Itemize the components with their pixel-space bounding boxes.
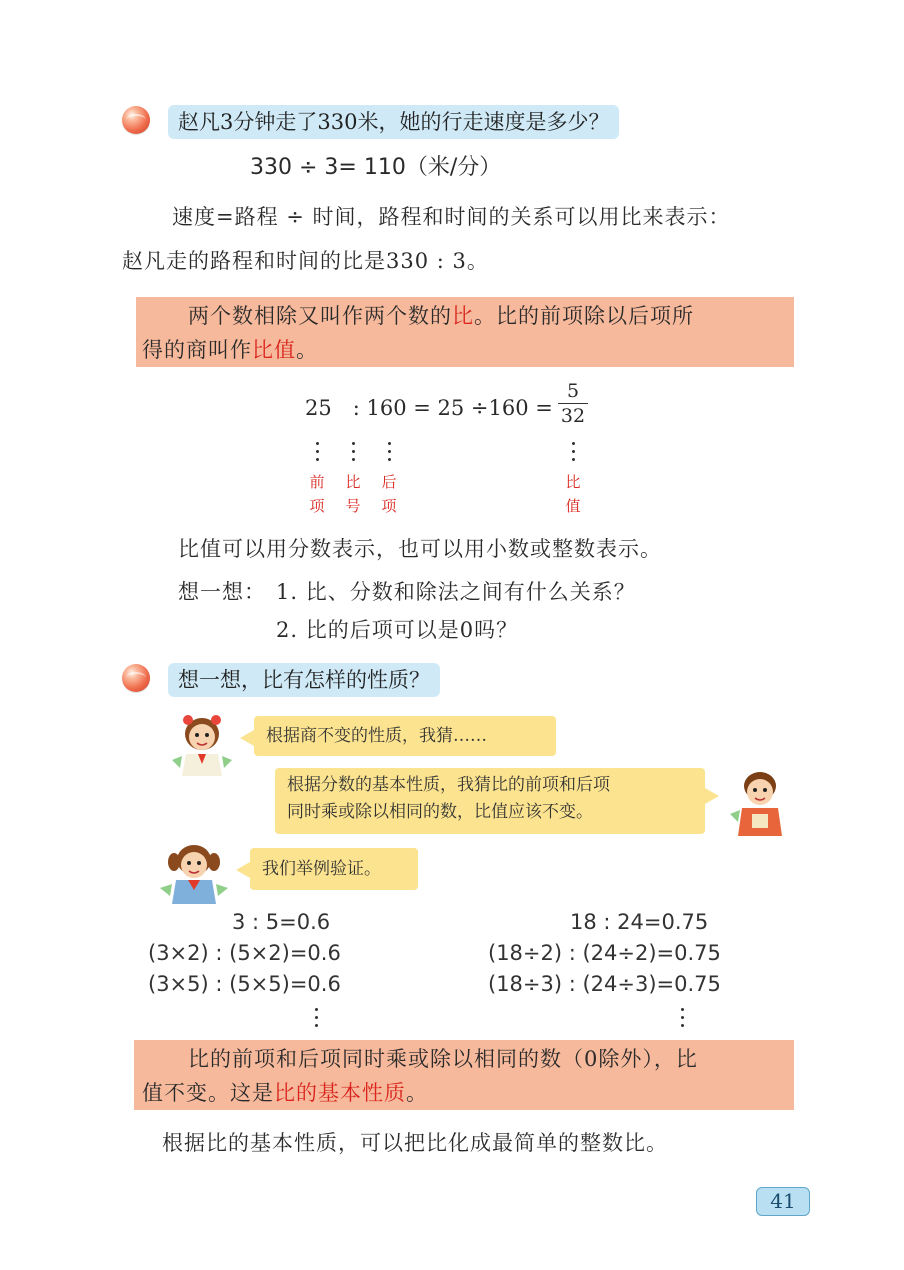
definition-term-ratio: 比 [452,304,474,328]
ratio-value-note: 比值可以用分数表示，也可以用小数或整数表示。 [178,537,662,561]
verify-left-row: (3×5) : (5×5)=0.6 [148,972,341,996]
label-back-term: 后项 [381,473,397,515]
ratio-sign-dots [350,442,356,466]
question-label-speed: 赵凡3分钟走了330米，她的行走速度是多少？ [168,105,619,139]
ratio-intro-line2: 赵凡走的路程和时间的比是330 : 3。 [122,249,489,273]
verify-left-row: (3×2) : (5×2)=0.6 [148,941,341,965]
speed-equation: 330 ÷ 3= 110（米/分） [250,155,502,180]
ratio-definition-box [136,297,794,367]
fraction-denominator: 32 [560,405,586,427]
label-ratio-value: 比值 [565,473,581,515]
definition-text-d: 。 [296,338,318,362]
section-bullet-icon [122,664,150,692]
ratio-value-dots [570,442,576,466]
label-ratio-sign: 比号 [345,473,361,515]
closing-sentence: 根据比的基本性质，可以把比化成最简单的整数比。 [162,1131,668,1155]
think-question-1: 1. 比、分数和除法之间有什么关系？ [276,580,636,604]
definition-text-b: 。比的前项除以后项所 [474,304,694,328]
back-term-dots [386,442,392,466]
verify-right-dots [679,1008,685,1032]
verify-right-row: (18÷3) : (24÷3)=0.75 [488,972,721,996]
verify-left-dots [313,1008,319,1032]
property-text-c: 。 [406,1081,428,1105]
think-question-2: 2. 比的后项可以是0吗？ [276,618,519,642]
speech-bubble-verify: 我们举例验证。 [250,848,418,890]
question-label-property: 想一想，比有怎样的性质？ [168,663,440,697]
speech-bubble-fraction-property [275,768,705,834]
basic-property-box [134,1040,794,1110]
ratio-intro-line1: 速度=路程 ÷ 时间，路程和时间的关系可以用比来表示： [172,205,731,229]
definition-term-ratio-value: 比值 [252,338,296,362]
ratio-example-fraction [558,380,588,427]
section-bullet-icon [122,106,150,134]
ratio-example-expression: 25 : 160 = 25 ÷160 = [305,396,553,420]
girl-with-pigtails-icon [156,838,232,906]
think-label: 想一想： [178,580,266,604]
label-front-term: 前项 [309,473,325,515]
property-term-basic: 比的基本性质 [274,1081,406,1105]
speech-bubble-quotient: 根据商不变的性质，我猜…… [254,716,556,756]
definition-text-c: 得的商叫作 [142,338,252,362]
page-number: 41 [756,1187,810,1216]
bubble2-line1: 根据分数的基本性质，我猜比的前项和后项 [287,775,610,795]
property-text-b: 值不变。这是 [142,1081,274,1105]
front-term-dots [314,442,320,466]
bubble2-line2: 同时乘或除以相同的数，比值应该不变。 [287,802,593,822]
verify-right-row: 18 : 24=0.75 [570,910,709,934]
boy-icon [728,766,790,838]
girl-with-bow-icon [168,708,240,778]
verify-left-row: 3 : 5=0.6 [232,910,331,934]
definition-text-a: 两个数相除又叫作两个数的 [188,304,452,328]
fraction-numerator: 5 [566,380,580,402]
property-text-a: 比的前项和后项同时乘或除以相同的数（0除外），比 [188,1047,698,1071]
verify-right-row: (18÷2) : (24÷2)=0.75 [488,941,721,965]
